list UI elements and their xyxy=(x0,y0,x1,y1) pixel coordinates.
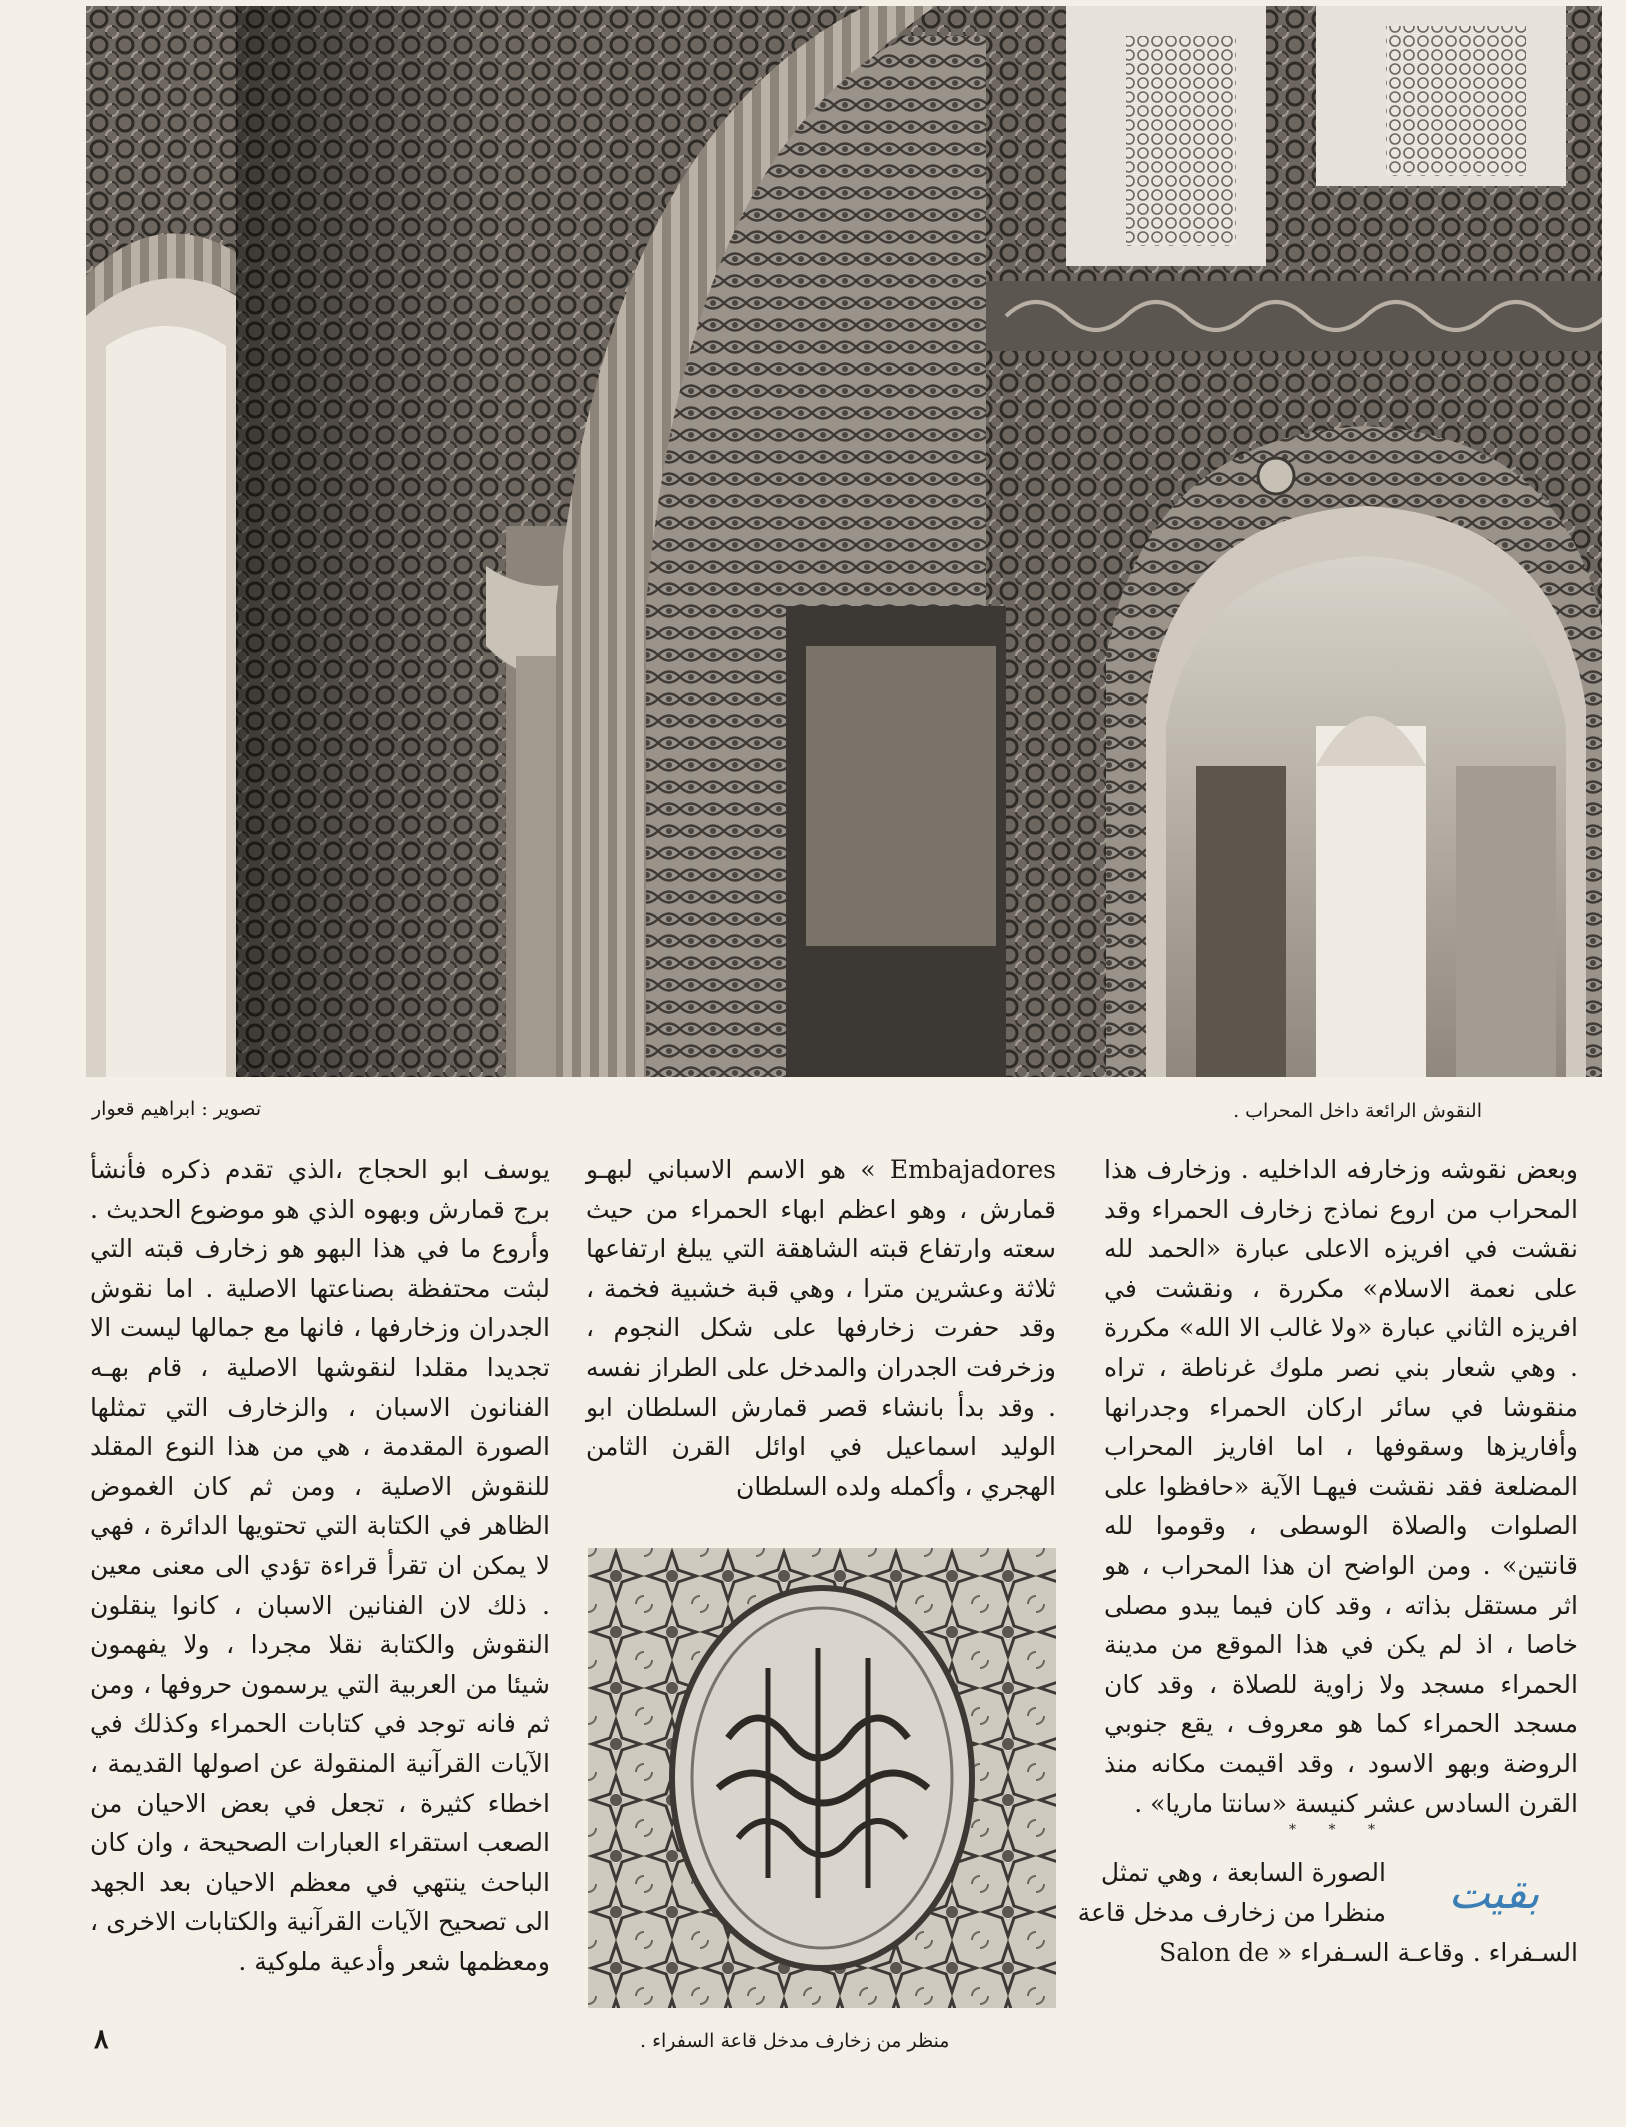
inset-photo-ornament xyxy=(588,1548,1056,2008)
paragraph-embajadores: Embajadores » هو الاسم الاسباني لبهـو قمارش ، وهو اعظم ابهاء الحمراء من حيث سعته وارتفاع قبته الشاهقة التي يبلغ ارتفاعها ثلاثة وعشرين مترا ، وهي قبة خشبية فخمة ، وقد حفرت زخارفها على شكل النجوم ، وزخرفت الجدران والمدخل على الطراز نفسه . وقد بدأ بانشاء قصر قمارش السلطان ابو الوليد اسماعيل في اوائل القرن الثامن الهجري ، وأكمله ولده السلطان xyxy=(586,1155,1056,1501)
paragraph-comares: يوسف ابو الحجاج ،الذي تقدم ذكره فأنشأ برج قمارش وبهوه الذي هو موضوع الحديث . وأروع ما في هذا البهو هو زخارف قبته التي لبثت محتفظة بصناعتها الاصلية . اما نقوش الجدران وزخارفها ، فانها مع جمالها ليست الا تجديدا مقلدا لنقوشها الاصلية ، قام بهـه الفنانون الاسبان ، والزخارف التي تمثلها الصورة المقدمة ، هي من هذا النوع المقلد للنقوش الاصلية ، ومن ثم كان الغموض الظاهر في الكتابة التي تحتويها الدائرة ، فهي لا يمكن ان تقرأ قراءة تؤدي الى معنى معين . ذلك لان الفنانين الاسبان ، كانوا ينقلون النقوش والكتابة نقلا مجردا ، ولا يفهمون شيئا من العربية التي يرسمون حروفها ، ومن ثم فانه توجد في كتابات الحمراء وكذلك في الآيات القرآنية المنقولة عن اصولها القديمة ، اخطاء كثيرة ، تجعل في بعض الاحيان من الصعب استقراء العبارات الصحيحة ، وان كان الباحث ينتهي في معظم الاحيان بعد الجهد الى تصحيح الآيات القرآنية والكتابات الاخرى ، ومعظمها شعر وأدعية ملوكية . xyxy=(90,1155,550,1976)
main-photo-caption: النقوش الرائعة داخل المحراب . xyxy=(1233,1100,1482,1122)
section-separator: * * * xyxy=(1289,1822,1389,1838)
mihrab-photo-illustration xyxy=(86,6,1602,1077)
photo-credit: تصوير : ابراهيم قعوار xyxy=(92,1098,262,1120)
text-column-middle xyxy=(586,1150,1056,1506)
inset-photo-caption: منظر من زخارف مدخل قاعة السفراء . xyxy=(640,2030,950,2052)
paragraph-mihrab: وبعض نقوشه وزخارفه الداخليه . وزخارف هذا المحراب من اروع نماذج زخارف الحمراء وقد نقشت في افريزه الاعلى عبارة «الحمد لله على نعمة الاسلام» مكررة ، ونقشت في افريزه الثاني عبارة «ولا غالب الا الله» مكررة . وهي شعار بني نصر ملوك غرناطة ، تراه منقوشا في سائر اركان الحمراء وجدرانها وأفاريزها وسقوفها ، اما افاريز المحراب المضلعة فقد نقشت فيهـا الآية «حافظوا على الصلوات والصلاة الوسطى ، وقوموا لله قانتين» . ومن الواضح ان هذا المحراب ، هو اثر مستقل بذاته ، وقد كان فيما يبدو مصلى خاصا ، اذ لم يكن في هذا الموقع من مدينة الحمراء مسجد ولا زاوية للصلاة ، وقد كان مسجد الحمراء كما هو معروف ، يقع جنوبي الروضة وبهو الاسود ، وقد اقيمت مكانه منذ القرن السادس عشر كنيسة «سانتا ماريا» . xyxy=(1104,1155,1578,1818)
paragraph-line: الصورة السابعة ، وهي تمثل xyxy=(1100,1858,1386,1887)
text-column-right xyxy=(1104,1150,1578,1823)
ornament-photo-illustration xyxy=(588,1548,1056,2008)
section-mark-calligraphy: بقيت xyxy=(1448,1868,1540,1919)
paragraph-line: منظرا من زخارف مدخل قاعة xyxy=(1077,1898,1386,1927)
page-number: ٨ xyxy=(94,2024,109,2055)
text-column-left xyxy=(90,1150,550,1981)
main-photo-mihrab xyxy=(86,6,1602,1077)
paragraph-line: السـفراء . وقاعـة السـفراء « Salon de xyxy=(1159,1938,1578,1967)
